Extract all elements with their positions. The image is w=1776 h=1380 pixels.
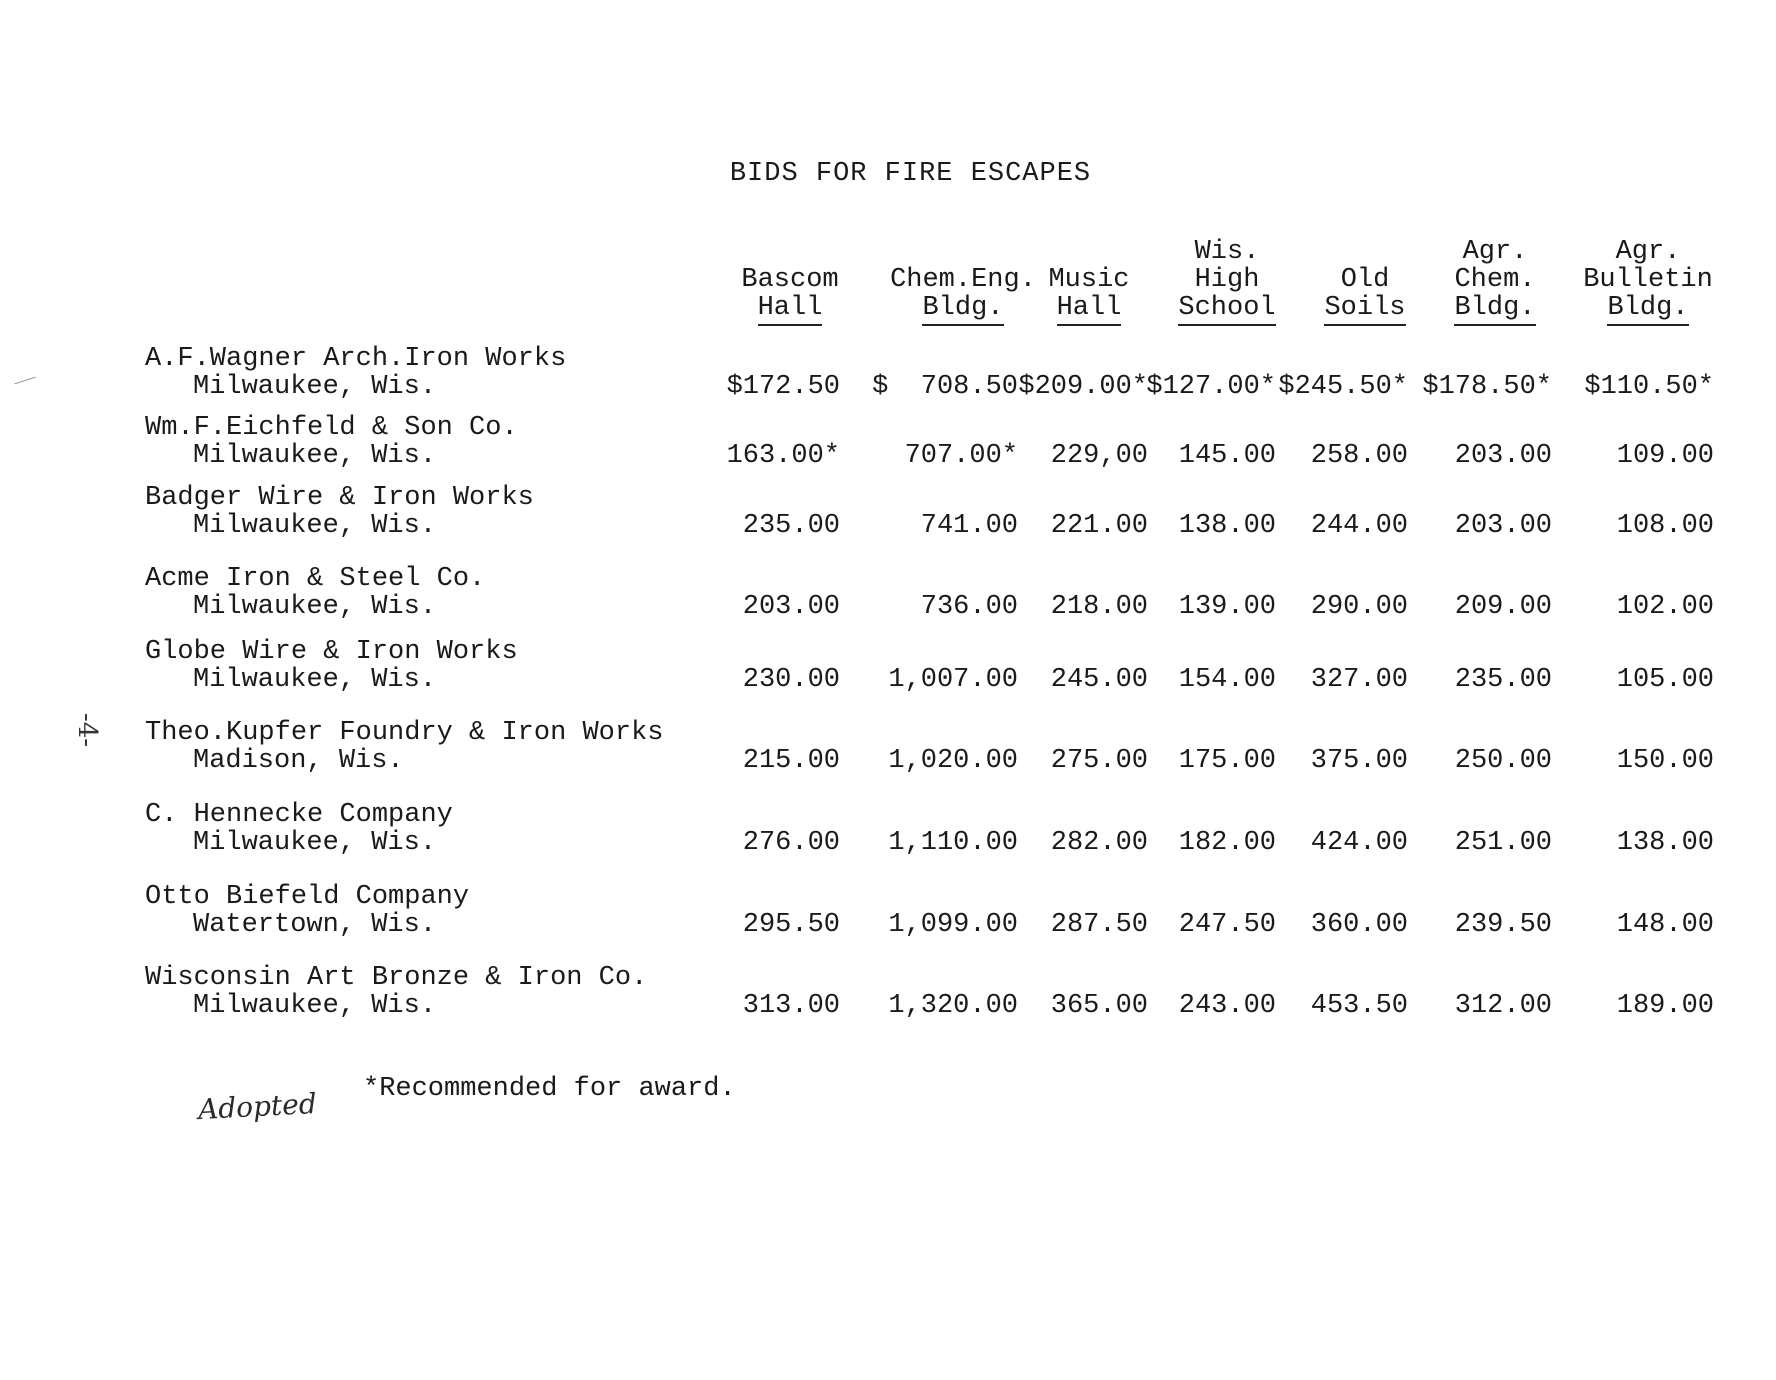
column-header bbox=[1029, 266, 1149, 326]
bid-amount: 215.00 bbox=[742, 746, 840, 776]
column-header-line bbox=[725, 294, 855, 326]
footnote: *Recommended for award. bbox=[363, 1074, 736, 1104]
bid-amount: 189.00 bbox=[1616, 991, 1714, 1021]
bid-amount: 239.50 bbox=[1454, 910, 1552, 940]
bidder-city: Milwaukee, Wis. bbox=[193, 828, 437, 858]
column-header-line: Old bbox=[1340, 265, 1390, 295]
bid-amount: 424.00 bbox=[1310, 828, 1408, 858]
bidder-cell bbox=[145, 414, 518, 470]
bid-amount: $209.00* bbox=[1018, 372, 1148, 402]
column-header-underlined-text: Bldg. bbox=[922, 294, 1003, 326]
bid-amount: 1,099.00 bbox=[888, 910, 1018, 940]
column-header-underlined-text: Hall bbox=[1057, 294, 1122, 326]
bid-amount: 251.00 bbox=[1454, 828, 1552, 858]
bidder-city: Milwaukee, Wis. bbox=[193, 372, 437, 402]
column-header-line bbox=[1157, 294, 1297, 326]
bid-amount: 139.00 bbox=[1178, 592, 1276, 622]
bid-amount: 108.00 bbox=[1616, 511, 1714, 541]
bid-amount: 148.00 bbox=[1616, 910, 1714, 940]
bid-amount: 235.00 bbox=[1454, 665, 1552, 695]
bidder-name: A.F.Wagner Arch.Iron Works bbox=[145, 344, 567, 374]
column-header-line: Bascom bbox=[741, 265, 839, 295]
bid-amount: 105.00 bbox=[1616, 665, 1714, 695]
bid-amount: 109.00 bbox=[1616, 441, 1714, 471]
bidder-cell bbox=[145, 565, 485, 621]
bid-amount: 235.00 bbox=[742, 511, 840, 541]
bid-amount: 313.00 bbox=[742, 991, 840, 1021]
bid-amount: 327.00 bbox=[1310, 665, 1408, 695]
bid-amount: 175.00 bbox=[1178, 746, 1276, 776]
column-header-line: Music bbox=[1048, 265, 1130, 295]
column-header-underlined-text: Soils bbox=[1324, 294, 1405, 326]
bid-amount: 287.50 bbox=[1050, 910, 1148, 940]
column-header bbox=[725, 266, 855, 326]
bidder-name: Badger Wire & Iron Works bbox=[145, 483, 534, 513]
column-header-line bbox=[1300, 294, 1430, 326]
column-header-line bbox=[1430, 294, 1560, 326]
column-header-underlined-text: School bbox=[1178, 294, 1275, 326]
bid-amount: 736.00 bbox=[920, 592, 1018, 622]
bid-amount: 365.00 bbox=[1050, 991, 1148, 1021]
bidder-name: C. Hennecke Company bbox=[145, 800, 453, 830]
column-header-line: Wis. bbox=[1194, 237, 1260, 267]
column-header-line bbox=[878, 294, 1048, 326]
bid-amount: 203.00 bbox=[1454, 511, 1552, 541]
bid-amount: 209.00 bbox=[1454, 592, 1552, 622]
bidder-cell bbox=[145, 345, 566, 401]
bidder-cell bbox=[145, 719, 663, 775]
bid-amount: 218.00 bbox=[1050, 592, 1148, 622]
bid-amount: 707.00* bbox=[904, 441, 1018, 471]
bid-amount: 295.50 bbox=[742, 910, 840, 940]
page-number-mark: -4- bbox=[72, 712, 103, 748]
bid-amount: 247.50 bbox=[1178, 910, 1276, 940]
bidder-city: Madison, Wis. bbox=[193, 746, 404, 776]
column-header-line: Agr. bbox=[1615, 237, 1681, 267]
bid-amount: 229,00 bbox=[1050, 441, 1148, 471]
bid-amount: 245.00 bbox=[1050, 665, 1148, 695]
column-header-underlined-text: Bldg. bbox=[1454, 294, 1535, 326]
bidder-cell bbox=[145, 638, 518, 694]
bid-amount: 276.00 bbox=[742, 828, 840, 858]
bidder-cell bbox=[145, 964, 647, 1020]
bid-amount: $127.00* bbox=[1146, 372, 1276, 402]
bid-amount: 138.00 bbox=[1178, 511, 1276, 541]
bid-amount: 375.00 bbox=[1310, 746, 1408, 776]
bidder-name: Otto Biefeld Company bbox=[145, 882, 470, 912]
column-header-underlined-text: Bldg. bbox=[1607, 294, 1688, 326]
bid-amount: 243.00 bbox=[1178, 991, 1276, 1021]
column-header bbox=[1157, 238, 1297, 326]
bidder-city: Milwaukee, Wis. bbox=[193, 991, 437, 1021]
bidder-city: Milwaukee, Wis. bbox=[193, 441, 437, 471]
bid-amount: 163.00* bbox=[726, 441, 840, 471]
bidder-cell bbox=[145, 484, 534, 540]
bid-amount: 145.00 bbox=[1178, 441, 1276, 471]
bid-amount: 312.00 bbox=[1454, 991, 1552, 1021]
column-header-line: High bbox=[1194, 265, 1260, 295]
column-header-line bbox=[1029, 294, 1149, 326]
bidder-city: Milwaukee, Wis. bbox=[193, 592, 437, 622]
column-header bbox=[1300, 266, 1430, 326]
bid-amount: 1,110.00 bbox=[888, 828, 1018, 858]
bid-amount: 282.00 bbox=[1050, 828, 1148, 858]
bidder-name: Acme Iron & Steel Co. bbox=[145, 564, 486, 594]
bid-amount: 453.50 bbox=[1310, 991, 1408, 1021]
column-header-line: Agr. bbox=[1462, 237, 1528, 267]
bidder-city: Milwaukee, Wis. bbox=[193, 511, 437, 541]
handwritten-adopted-note: Adopted bbox=[197, 1086, 318, 1127]
bid-amount: 154.00 bbox=[1178, 665, 1276, 695]
bid-amount: 360.00 bbox=[1310, 910, 1408, 940]
page-title: BIDS FOR FIRE ESCAPES bbox=[729, 159, 1092, 189]
bid-amount: $245.50* bbox=[1278, 372, 1408, 402]
bid-amount: 138.00 bbox=[1616, 828, 1714, 858]
bid-amount: 250.00 bbox=[1454, 746, 1552, 776]
bid-amount: $ 708.50 bbox=[872, 372, 1018, 402]
bid-amount: 275.00 bbox=[1050, 746, 1148, 776]
bid-amount: $178.50* bbox=[1422, 372, 1552, 402]
column-header bbox=[878, 266, 1048, 326]
column-header bbox=[1563, 238, 1733, 326]
column-header bbox=[1430, 238, 1560, 326]
bidder-name: Wisconsin Art Bronze & Iron Co. bbox=[145, 963, 648, 993]
column-header-line: Bulletin bbox=[1583, 265, 1713, 295]
bid-amount: $110.50* bbox=[1584, 372, 1714, 402]
column-header-line bbox=[1563, 294, 1733, 326]
column-header-line: Chem. bbox=[1454, 265, 1536, 295]
stray-mark bbox=[14, 377, 35, 385]
bidder-city: Watertown, Wis. bbox=[193, 910, 437, 940]
bidder-city: Milwaukee, Wis. bbox=[193, 665, 437, 695]
bid-amount: 182.00 bbox=[1178, 828, 1276, 858]
bid-amount: 1,007.00 bbox=[888, 665, 1018, 695]
bidder-name: Theo.Kupfer Foundry & Iron Works bbox=[145, 718, 664, 748]
bid-amount: 221.00 bbox=[1050, 511, 1148, 541]
bid-amount: 741.00 bbox=[920, 511, 1018, 541]
column-header-underlined-text: Hall bbox=[758, 294, 823, 326]
bid-amount: 150.00 bbox=[1616, 746, 1714, 776]
bid-amount: 1,020.00 bbox=[888, 746, 1018, 776]
bid-amount: 203.00 bbox=[742, 592, 840, 622]
bid-amount: 290.00 bbox=[1310, 592, 1408, 622]
bidder-cell bbox=[145, 801, 453, 857]
bid-amount: $172.50 bbox=[726, 372, 840, 402]
bid-amount: 1,320.00 bbox=[888, 991, 1018, 1021]
bidder-name: Globe Wire & Iron Works bbox=[145, 637, 518, 667]
bid-amount: 244.00 bbox=[1310, 511, 1408, 541]
bid-amount: 102.00 bbox=[1616, 592, 1714, 622]
bid-amount: 230.00 bbox=[742, 665, 840, 695]
bid-amount: 258.00 bbox=[1310, 441, 1408, 471]
column-header-line: Chem.Eng. bbox=[890, 265, 1036, 295]
bid-amount: 203.00 bbox=[1454, 441, 1552, 471]
bidder-cell bbox=[145, 883, 469, 939]
bidder-name: Wm.F.Eichfeld & Son Co. bbox=[145, 413, 518, 443]
